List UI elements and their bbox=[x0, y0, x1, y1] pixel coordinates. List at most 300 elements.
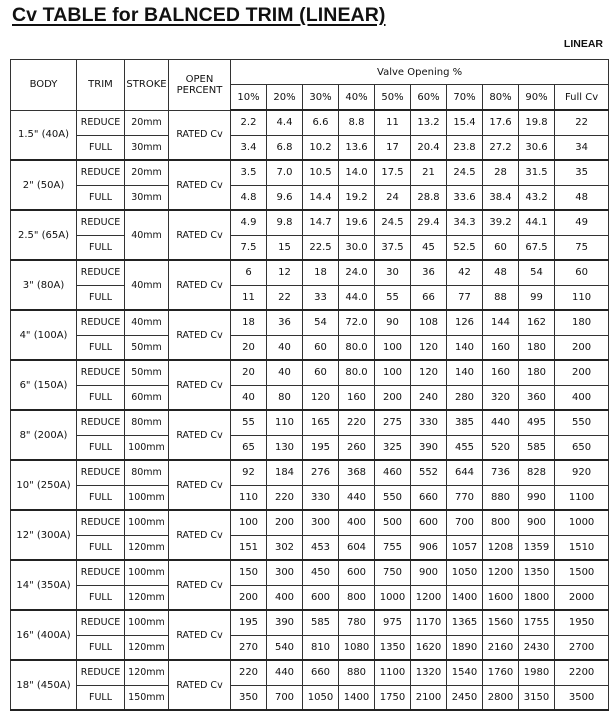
body-size-cell: 3" (80A) bbox=[11, 260, 77, 310]
cv-value-cell: 325 bbox=[375, 435, 411, 460]
cv-value-cell: 12 bbox=[267, 260, 303, 285]
open-percent-cell: RATED Cv bbox=[169, 510, 231, 560]
cv-value-cell: 34 bbox=[555, 135, 609, 160]
cv-value-cell: 17.6 bbox=[483, 110, 519, 135]
cv-value-cell: 600 bbox=[339, 560, 375, 585]
cv-value-cell: 1320 bbox=[411, 660, 447, 685]
cv-value-cell: 1000 bbox=[375, 585, 411, 610]
cv-value-cell: 1170 bbox=[411, 610, 447, 635]
cv-value-cell: 552 bbox=[411, 460, 447, 485]
cv-value-cell: 975 bbox=[375, 610, 411, 635]
open-percent-cell: RATED Cv bbox=[169, 210, 231, 260]
cv-value-cell: 330 bbox=[411, 410, 447, 435]
table-row bbox=[11, 335, 609, 360]
trim-cell: FULL bbox=[77, 435, 125, 460]
cv-value-cell: 1600 bbox=[483, 585, 519, 610]
cv-value-cell: 60 bbox=[483, 235, 519, 260]
cv-value-cell: 88 bbox=[483, 285, 519, 310]
cv-value-cell: 550 bbox=[375, 485, 411, 510]
cv-value-cell: 40 bbox=[267, 335, 303, 360]
cv-value-cell: 20.4 bbox=[411, 135, 447, 160]
cv-value-cell: 60 bbox=[303, 335, 339, 360]
trim-cell: REDUCE bbox=[77, 210, 125, 235]
cv-value-cell: 1755 bbox=[519, 610, 555, 635]
cv-value-cell: 1750 bbox=[375, 685, 411, 710]
table-row bbox=[11, 460, 609, 485]
cv-value-cell: 54 bbox=[519, 260, 555, 285]
cv-value-cell: 300 bbox=[303, 510, 339, 535]
body-size-cell: 1.5" (40A) bbox=[11, 110, 77, 160]
cv-value-cell: 755 bbox=[375, 535, 411, 560]
cv-value-cell: 3500 bbox=[555, 685, 609, 710]
cv-value-cell: 6.6 bbox=[303, 110, 339, 135]
trim-cell: REDUCE bbox=[77, 560, 125, 585]
cv-value-cell: 140 bbox=[447, 360, 483, 385]
cv-value-cell: 1540 bbox=[447, 660, 483, 685]
cv-value-cell: 350 bbox=[231, 685, 267, 710]
cv-value-cell: 736 bbox=[483, 460, 519, 485]
cv-value-cell: 2100 bbox=[411, 685, 447, 710]
stroke-cell: 120mm bbox=[125, 585, 169, 610]
cv-value-cell: 1620 bbox=[411, 635, 447, 660]
stroke-cell: 40mm bbox=[125, 260, 169, 310]
cv-value-cell: 920 bbox=[555, 460, 609, 485]
cv-value-cell: 48 bbox=[483, 260, 519, 285]
cv-value-cell: 110 bbox=[267, 410, 303, 435]
body-size-cell: 10" (250A) bbox=[11, 460, 77, 510]
cv-value-cell: 15.4 bbox=[447, 110, 483, 135]
trim-cell: REDUCE bbox=[77, 360, 125, 385]
cv-value-cell: 180 bbox=[519, 360, 555, 385]
cv-value-cell: 1208 bbox=[483, 535, 519, 560]
cv-value-cell: 48 bbox=[555, 185, 609, 210]
trim-cell: FULL bbox=[77, 635, 125, 660]
cv-value-cell: 19.8 bbox=[519, 110, 555, 135]
table-row bbox=[11, 660, 609, 685]
cv-value-cell: 40 bbox=[231, 385, 267, 410]
table-row bbox=[11, 685, 609, 710]
cv-value-cell: 800 bbox=[339, 585, 375, 610]
cv-value-cell: 55 bbox=[231, 410, 267, 435]
cv-value-cell: 1100 bbox=[375, 660, 411, 685]
cv-value-cell: 35 bbox=[555, 160, 609, 185]
cv-value-cell: 6 bbox=[231, 260, 267, 285]
stroke-cell: 30mm bbox=[125, 185, 169, 210]
cv-value-cell: 240 bbox=[411, 385, 447, 410]
cv-value-cell: 75 bbox=[555, 235, 609, 260]
stroke-cell: 60mm bbox=[125, 385, 169, 410]
cv-value-cell: 17.5 bbox=[375, 160, 411, 185]
cv-value-cell: 90 bbox=[375, 310, 411, 335]
cv-value-cell: 275 bbox=[375, 410, 411, 435]
cv-value-cell: 1080 bbox=[339, 635, 375, 660]
cv-value-cell: 108 bbox=[411, 310, 447, 335]
table-row bbox=[11, 110, 609, 135]
cv-value-cell: 700 bbox=[447, 510, 483, 535]
open-percent-cell: RATED Cv bbox=[169, 560, 231, 610]
cv-value-cell: 3.5 bbox=[231, 160, 267, 185]
cv-value-cell: 77 bbox=[447, 285, 483, 310]
cv-value-cell: 13.2 bbox=[411, 110, 447, 135]
cv-value-cell: 1359 bbox=[519, 535, 555, 560]
table-row bbox=[11, 285, 609, 310]
table-row bbox=[11, 385, 609, 410]
stroke-cell: 40mm bbox=[125, 310, 169, 335]
cv-value-cell: 4.4 bbox=[267, 110, 303, 135]
cv-value-cell: 92 bbox=[231, 460, 267, 485]
cv-value-cell: 24.5 bbox=[447, 160, 483, 185]
cv-value-cell: 21 bbox=[411, 160, 447, 185]
cv-value-cell: 110 bbox=[231, 485, 267, 510]
cv-value-cell: 2800 bbox=[483, 685, 519, 710]
cv-value-cell: 1200 bbox=[411, 585, 447, 610]
cv-value-cell: 49 bbox=[555, 210, 609, 235]
stroke-cell: 80mm bbox=[125, 460, 169, 485]
cv-value-cell: 60 bbox=[303, 360, 339, 385]
cv-value-cell: 9.8 bbox=[267, 210, 303, 235]
cv-value-cell: 24.0 bbox=[339, 260, 375, 285]
cv-value-cell: 200 bbox=[375, 385, 411, 410]
cv-value-cell: 270 bbox=[231, 635, 267, 660]
cv-value-cell: 52.5 bbox=[447, 235, 483, 260]
table-row bbox=[11, 585, 609, 610]
cv-value-cell: 1500 bbox=[555, 560, 609, 585]
cv-value-cell: 72.0 bbox=[339, 310, 375, 335]
cv-value-cell: 520 bbox=[483, 435, 519, 460]
header-opening: 10% bbox=[231, 85, 267, 111]
cv-value-cell: 160 bbox=[483, 335, 519, 360]
table-row bbox=[11, 535, 609, 560]
stroke-cell: 100mm bbox=[125, 560, 169, 585]
cv-value-cell: 650 bbox=[555, 435, 609, 460]
cv-value-cell: 780 bbox=[339, 610, 375, 635]
cv-value-cell: 36 bbox=[267, 310, 303, 335]
cv-value-cell: 280 bbox=[447, 385, 483, 410]
cv-value-cell: 14.4 bbox=[303, 185, 339, 210]
cv-value-cell: 400 bbox=[555, 385, 609, 410]
cv-value-cell: 1050 bbox=[303, 685, 339, 710]
trim-cell: REDUCE bbox=[77, 110, 125, 135]
stroke-cell: 50mm bbox=[125, 360, 169, 385]
body-size-cell: 6" (150A) bbox=[11, 360, 77, 410]
cv-value-cell: 900 bbox=[519, 510, 555, 535]
cv-value-cell: 195 bbox=[303, 435, 339, 460]
header-opening: 40% bbox=[339, 85, 375, 111]
stroke-cell: 120mm bbox=[125, 660, 169, 685]
cv-value-cell: 1400 bbox=[447, 585, 483, 610]
body-size-cell: 18" (450A) bbox=[11, 660, 77, 710]
cv-value-cell: 220 bbox=[267, 485, 303, 510]
cv-value-cell: 10.5 bbox=[303, 160, 339, 185]
cv-value-cell: 33.6 bbox=[447, 185, 483, 210]
cv-value-cell: 150 bbox=[231, 560, 267, 585]
open-percent-cell: RATED Cv bbox=[169, 460, 231, 510]
header-trim: TRIM bbox=[77, 60, 125, 111]
cv-value-cell: 585 bbox=[303, 610, 339, 635]
header-opening: 60% bbox=[411, 85, 447, 111]
trim-cell: FULL bbox=[77, 185, 125, 210]
cv-value-cell: 220 bbox=[339, 410, 375, 435]
cv-value-cell: 604 bbox=[339, 535, 375, 560]
header-valve-opening: Valve Opening % bbox=[231, 60, 609, 85]
cv-value-cell: 151 bbox=[231, 535, 267, 560]
cv-value-cell: 1510 bbox=[555, 535, 609, 560]
cv-value-cell: 22 bbox=[555, 110, 609, 135]
cv-value-cell: 906 bbox=[411, 535, 447, 560]
table-row bbox=[11, 135, 609, 160]
cv-value-cell: 1560 bbox=[483, 610, 519, 635]
cv-value-cell: 19.6 bbox=[339, 210, 375, 235]
cv-value-cell: 130 bbox=[267, 435, 303, 460]
cv-value-cell: 500 bbox=[375, 510, 411, 535]
cv-value-cell: 38.4 bbox=[483, 185, 519, 210]
cv-value-cell: 110 bbox=[555, 285, 609, 310]
cv-value-cell: 260 bbox=[339, 435, 375, 460]
cv-value-cell: 368 bbox=[339, 460, 375, 485]
trim-cell: REDUCE bbox=[77, 310, 125, 335]
cv-value-cell: 11 bbox=[231, 285, 267, 310]
cv-value-cell: 10.2 bbox=[303, 135, 339, 160]
cv-value-cell: 460 bbox=[375, 460, 411, 485]
cv-value-cell: 1350 bbox=[375, 635, 411, 660]
cv-table bbox=[10, 59, 609, 711]
cv-value-cell: 440 bbox=[267, 660, 303, 685]
cv-value-cell: 385 bbox=[447, 410, 483, 435]
table-row bbox=[11, 360, 609, 385]
cv-value-cell: 900 bbox=[411, 560, 447, 585]
table-row bbox=[11, 160, 609, 185]
body-size-cell: 4" (100A) bbox=[11, 310, 77, 360]
cv-value-cell: 800 bbox=[483, 510, 519, 535]
trim-cell: FULL bbox=[77, 285, 125, 310]
cv-value-cell: 200 bbox=[555, 335, 609, 360]
open-percent-cell: RATED Cv bbox=[169, 660, 231, 710]
body-size-cell: 14" (350A) bbox=[11, 560, 77, 610]
cv-value-cell: 1000 bbox=[555, 510, 609, 535]
cv-value-cell: 2430 bbox=[519, 635, 555, 660]
cv-value-cell: 60 bbox=[555, 260, 609, 285]
cv-value-cell: 31.5 bbox=[519, 160, 555, 185]
cv-value-cell: 36 bbox=[411, 260, 447, 285]
cv-value-cell: 14.7 bbox=[303, 210, 339, 235]
cv-value-cell: 2700 bbox=[555, 635, 609, 660]
cv-value-cell: 330 bbox=[303, 485, 339, 510]
cv-value-cell: 3150 bbox=[519, 685, 555, 710]
open-percent-cell: RATED Cv bbox=[169, 360, 231, 410]
trim-cell: REDUCE bbox=[77, 610, 125, 635]
cv-value-cell: 400 bbox=[267, 585, 303, 610]
cv-value-cell: 11 bbox=[375, 110, 411, 135]
cv-value-cell: 22.5 bbox=[303, 235, 339, 260]
trim-cell: REDUCE bbox=[77, 460, 125, 485]
cv-value-cell: 2200 bbox=[555, 660, 609, 685]
cv-value-cell: 13.6 bbox=[339, 135, 375, 160]
header-open-line: OPEN bbox=[185, 73, 214, 85]
cv-value-cell: 120 bbox=[411, 360, 447, 385]
body-size-cell: 8" (200A) bbox=[11, 410, 77, 460]
cv-value-cell: 28 bbox=[483, 160, 519, 185]
cv-value-cell: 360 bbox=[519, 385, 555, 410]
body-size-cell: 2" (50A) bbox=[11, 160, 77, 210]
cv-value-cell: 33 bbox=[303, 285, 339, 310]
cv-value-cell: 67.5 bbox=[519, 235, 555, 260]
cv-value-cell: 55 bbox=[375, 285, 411, 310]
cv-value-cell: 180 bbox=[555, 310, 609, 335]
cv-value-cell: 65 bbox=[231, 435, 267, 460]
trim-cell: FULL bbox=[77, 535, 125, 560]
cv-value-cell: 54 bbox=[303, 310, 339, 335]
open-percent-cell: RATED Cv bbox=[169, 410, 231, 460]
cv-value-cell: 43.2 bbox=[519, 185, 555, 210]
cv-value-cell: 1800 bbox=[519, 585, 555, 610]
cv-value-cell: 200 bbox=[267, 510, 303, 535]
cv-value-cell: 4.8 bbox=[231, 185, 267, 210]
cv-table-body bbox=[11, 110, 609, 710]
cv-value-cell: 880 bbox=[339, 660, 375, 685]
trim-cell: REDUCE bbox=[77, 160, 125, 185]
cv-value-cell: 45 bbox=[411, 235, 447, 260]
cv-value-cell: 66 bbox=[411, 285, 447, 310]
cv-value-cell: 750 bbox=[375, 560, 411, 585]
header-opening: 20% bbox=[267, 85, 303, 111]
cv-value-cell: 22 bbox=[267, 285, 303, 310]
trim-cell: FULL bbox=[77, 335, 125, 360]
table-row bbox=[11, 410, 609, 435]
cv-value-cell: 495 bbox=[519, 410, 555, 435]
trim-cell: REDUCE bbox=[77, 410, 125, 435]
body-size-cell: 12" (300A) bbox=[11, 510, 77, 560]
cv-value-cell: 2450 bbox=[447, 685, 483, 710]
stroke-cell: 120mm bbox=[125, 535, 169, 560]
table-row bbox=[11, 235, 609, 260]
cv-value-cell: 302 bbox=[267, 535, 303, 560]
cv-value-cell: 120 bbox=[411, 335, 447, 360]
stroke-cell: 100mm bbox=[125, 510, 169, 535]
cv-value-cell: 700 bbox=[267, 685, 303, 710]
cv-value-cell: 160 bbox=[339, 385, 375, 410]
trim-cell: REDUCE bbox=[77, 660, 125, 685]
table-row bbox=[11, 185, 609, 210]
stroke-cell: 20mm bbox=[125, 110, 169, 135]
cv-value-cell: 184 bbox=[267, 460, 303, 485]
cv-value-cell: 810 bbox=[303, 635, 339, 660]
open-percent-cell: RATED Cv bbox=[169, 260, 231, 310]
stroke-cell: 20mm bbox=[125, 160, 169, 185]
trim-cell: FULL bbox=[77, 485, 125, 510]
stroke-cell: 100mm bbox=[125, 485, 169, 510]
cv-value-cell: 160 bbox=[483, 360, 519, 385]
cv-value-cell: 200 bbox=[231, 585, 267, 610]
cv-value-cell: 40 bbox=[267, 360, 303, 385]
cv-value-cell: 1760 bbox=[483, 660, 519, 685]
cv-value-cell: 17 bbox=[375, 135, 411, 160]
cv-value-cell: 18 bbox=[303, 260, 339, 285]
header-opening: 90% bbox=[519, 85, 555, 111]
trim-cell: REDUCE bbox=[77, 260, 125, 285]
cv-value-cell: 450 bbox=[303, 560, 339, 585]
table-row bbox=[11, 485, 609, 510]
cv-value-cell: 29.4 bbox=[411, 210, 447, 235]
cv-value-cell: 550 bbox=[555, 410, 609, 435]
cv-value-cell: 585 bbox=[519, 435, 555, 460]
table-row bbox=[11, 260, 609, 285]
cv-value-cell: 320 bbox=[483, 385, 519, 410]
stroke-cell: 100mm bbox=[125, 610, 169, 635]
cv-value-cell: 99 bbox=[519, 285, 555, 310]
cv-value-cell: 400 bbox=[339, 510, 375, 535]
cv-value-cell: 162 bbox=[519, 310, 555, 335]
trim-cell: FULL bbox=[77, 585, 125, 610]
cv-value-cell: 440 bbox=[483, 410, 519, 435]
cv-value-cell: 1050 bbox=[447, 560, 483, 585]
stroke-cell: 80mm bbox=[125, 410, 169, 435]
cv-value-cell: 24 bbox=[375, 185, 411, 210]
body-size-cell: 16" (400A) bbox=[11, 610, 77, 660]
cv-value-cell: 27.2 bbox=[483, 135, 519, 160]
cv-value-cell: 6.8 bbox=[267, 135, 303, 160]
cv-value-cell: 220 bbox=[231, 660, 267, 685]
header-body: BODY bbox=[11, 60, 77, 111]
cv-value-cell: 455 bbox=[447, 435, 483, 460]
cv-value-cell: 19.2 bbox=[339, 185, 375, 210]
cv-value-cell: 390 bbox=[411, 435, 447, 460]
cv-value-cell: 30 bbox=[375, 260, 411, 285]
header-opening: 50% bbox=[375, 85, 411, 111]
cv-value-cell: 300 bbox=[267, 560, 303, 585]
cv-value-cell: 600 bbox=[411, 510, 447, 535]
trim-cell: FULL bbox=[77, 685, 125, 710]
cv-value-cell: 1350 bbox=[519, 560, 555, 585]
cv-value-cell: 80 bbox=[267, 385, 303, 410]
cv-value-cell: 20 bbox=[231, 335, 267, 360]
cv-value-cell: 39.2 bbox=[483, 210, 519, 235]
cv-value-cell: 9.6 bbox=[267, 185, 303, 210]
cv-value-cell: 540 bbox=[267, 635, 303, 660]
cv-value-cell: 770 bbox=[447, 485, 483, 510]
trim-cell: FULL bbox=[77, 235, 125, 260]
characteristic-label: LINEAR bbox=[563, 38, 603, 50]
cv-value-cell: 28.8 bbox=[411, 185, 447, 210]
cv-value-cell: 4.9 bbox=[231, 210, 267, 235]
cv-value-cell: 30.6 bbox=[519, 135, 555, 160]
stroke-cell: 50mm bbox=[125, 335, 169, 360]
cv-value-cell: 195 bbox=[231, 610, 267, 635]
stroke-cell: 30mm bbox=[125, 135, 169, 160]
trim-cell: FULL bbox=[77, 135, 125, 160]
table-row bbox=[11, 310, 609, 335]
cv-value-cell: 828 bbox=[519, 460, 555, 485]
cv-value-cell: 1057 bbox=[447, 535, 483, 560]
cv-value-cell: 644 bbox=[447, 460, 483, 485]
cv-value-cell: 24.5 bbox=[375, 210, 411, 235]
cv-value-cell: 144 bbox=[483, 310, 519, 335]
cv-value-cell: 3.4 bbox=[231, 135, 267, 160]
cv-value-cell: 37.5 bbox=[375, 235, 411, 260]
cv-value-cell: 42 bbox=[447, 260, 483, 285]
cv-value-cell: 18 bbox=[231, 310, 267, 335]
cv-value-cell: 44.1 bbox=[519, 210, 555, 235]
cv-value-cell: 100 bbox=[375, 360, 411, 385]
cv-value-cell: 80.0 bbox=[339, 360, 375, 385]
cv-value-cell: 20 bbox=[231, 360, 267, 385]
cv-value-cell: 660 bbox=[411, 485, 447, 510]
cv-value-cell: 200 bbox=[555, 360, 609, 385]
open-percent-cell: RATED Cv bbox=[169, 160, 231, 210]
cv-value-cell: 165 bbox=[303, 410, 339, 435]
cv-value-cell: 2000 bbox=[555, 585, 609, 610]
header-opening: 70% bbox=[447, 85, 483, 111]
cv-value-cell: 100 bbox=[231, 510, 267, 535]
